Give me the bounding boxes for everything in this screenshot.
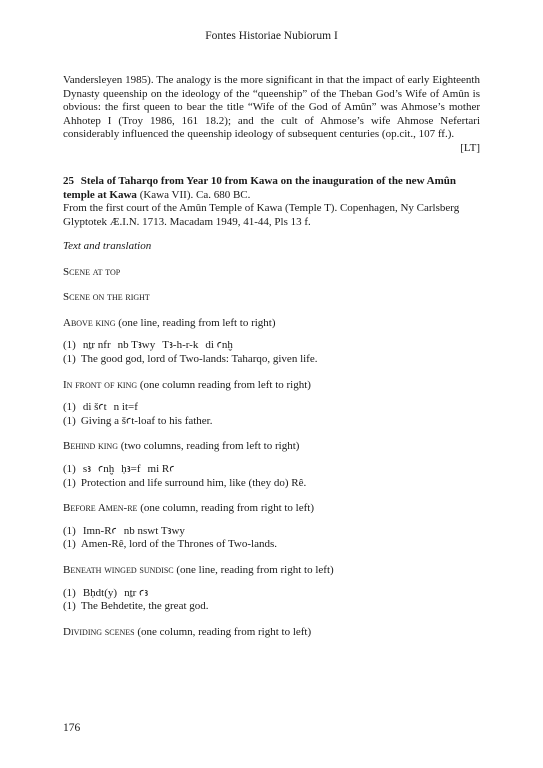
scene-right-heading: Scene on the right — [63, 291, 150, 304]
section-note: (one column reading from left to right) — [139, 378, 311, 391]
line-label: (1) — [63, 476, 76, 489]
transliteration-word: sꜣ — [82, 462, 92, 475]
translation-line — [63, 600, 480, 614]
transliteration-line — [63, 525, 480, 539]
line-label: (1) — [63, 538, 76, 551]
section-heading: Dividing scenes — [63, 625, 135, 638]
entry-heading-block — [63, 175, 480, 229]
translation-line — [63, 477, 480, 491]
scene-top-heading: Scene at top — [63, 265, 121, 278]
line-label: (1) — [63, 600, 76, 613]
section-heading: In front of king — [63, 378, 138, 391]
translation-text: The good god, lord of Two-lands: Taharqo, given life. — [80, 352, 318, 365]
transliteration-line — [63, 401, 480, 415]
text-translation-block — [63, 240, 480, 639]
translation-line — [63, 415, 480, 429]
section-block — [63, 502, 480, 564]
transliteration-line — [63, 587, 480, 601]
entry-provenance: From the first court of the Amûn Temple of Kawa (Temple T). Copenhagen, Ny Carlsberg Glyptotek Æ.I.N. 1713. Macadam 1949, 41-44, Pls 13 f. — [63, 202, 460, 228]
section-note: (one line, reading from right to left) — [176, 563, 334, 576]
translation-text: The Behdetite, the great god. — [80, 600, 209, 613]
section-heading-line — [63, 440, 480, 454]
transliteration-word: n it=f — [113, 401, 138, 414]
translation-text: Protection and life surround him, like (they do) Rê. — [80, 476, 307, 489]
intro-paragraph: Vandersleyen 1985). The analogy is the more significant in that the impact of early Eighteenth Dynasty queenship on the ideology of the “queenship” of the Theban God’s Wife of Amûn is obvious: the first queen to bear the title “Wife of the God of Amûn” was Ahmose’s mother Ahhotep I (Troy 1986, 161 18.2); and the cult of Ahmose’s wife Ahmose Nefertari considerably influenced the queenship ideology of subsequent centuries (op.cit., 107 ff.). — [63, 74, 480, 141]
entry-title-line — [63, 175, 480, 202]
section-block — [63, 317, 480, 379]
section-block — [63, 440, 480, 502]
section-heading: Before Amen-re — [63, 502, 138, 515]
transliteration-word: ꜥnḫ — [98, 462, 115, 475]
translation-text: Giving a šꜥt-loaf to his father. — [80, 414, 213, 427]
line-label: (1) — [63, 462, 76, 475]
line-label: (1) — [63, 414, 76, 427]
section-block — [63, 379, 480, 441]
entry-title: Stela of Taharqo from Year 10 from Kawa on the inauguration of the new Amûn temple at Kawa — [63, 175, 456, 201]
translation-line — [63, 353, 480, 367]
section-heading-line — [63, 564, 480, 578]
page-number: 176 — [63, 722, 81, 734]
transliteration-word: di ꜥnḫ — [205, 339, 233, 352]
section-heading-line — [63, 317, 480, 331]
section-heading: Beneath winged sundisc — [63, 563, 174, 576]
running-header: Fontes Historiae Nubiorum I — [205, 30, 338, 42]
transliteration-word: Imn-Rꜥ — [82, 524, 117, 537]
transliteration-line — [63, 463, 480, 477]
transliteration-word: mi Rꜥ — [147, 462, 175, 475]
section-block — [63, 564, 480, 626]
transliteration-word: nb nswt Tꜣwy — [123, 524, 185, 537]
transliteration-word: ḥꜣ=f — [121, 462, 141, 475]
section-heading: Behind king — [63, 440, 118, 453]
transliteration-word: nb Tꜣwy — [117, 339, 156, 352]
author-signature: [LT] — [460, 141, 480, 154]
dividing-scenes-line — [63, 626, 480, 640]
transliteration-line — [63, 339, 480, 353]
text-heading: Text and translation — [63, 240, 152, 252]
entry-reference: (Kawa VII). Ca. 680 BC. — [139, 188, 251, 201]
translation-line — [63, 538, 480, 552]
section-heading-line — [63, 502, 480, 516]
transliteration-word: di šꜥt — [82, 401, 107, 414]
entry-number: 25 — [63, 175, 74, 187]
section-note: (one column, reading from right to left) — [140, 502, 314, 515]
intro-block — [63, 74, 480, 156]
section-note: (two columns, reading from left to right) — [120, 440, 300, 453]
line-label: (1) — [63, 339, 76, 352]
line-label: (1) — [63, 586, 76, 599]
line-label: (1) — [63, 401, 76, 414]
transliteration-word: nṯr ꜥꜣ — [124, 586, 149, 599]
section-note: (one line, reading from left to right) — [118, 316, 276, 329]
line-label: (1) — [63, 352, 76, 365]
transliteration-word: nṯr nfr — [82, 339, 111, 352]
section-heading-line — [63, 379, 480, 393]
translation-text: Amen-Rê, lord of the Thrones of Two-lands. — [80, 538, 278, 551]
transliteration-word: Tꜣ-h-r-k — [162, 339, 199, 352]
line-label: (1) — [63, 524, 76, 537]
section-note: (one column, reading from right to left) — [137, 625, 312, 638]
section-heading: Above king — [63, 316, 116, 329]
transliteration-word: Bḥdt(y) — [82, 586, 118, 599]
